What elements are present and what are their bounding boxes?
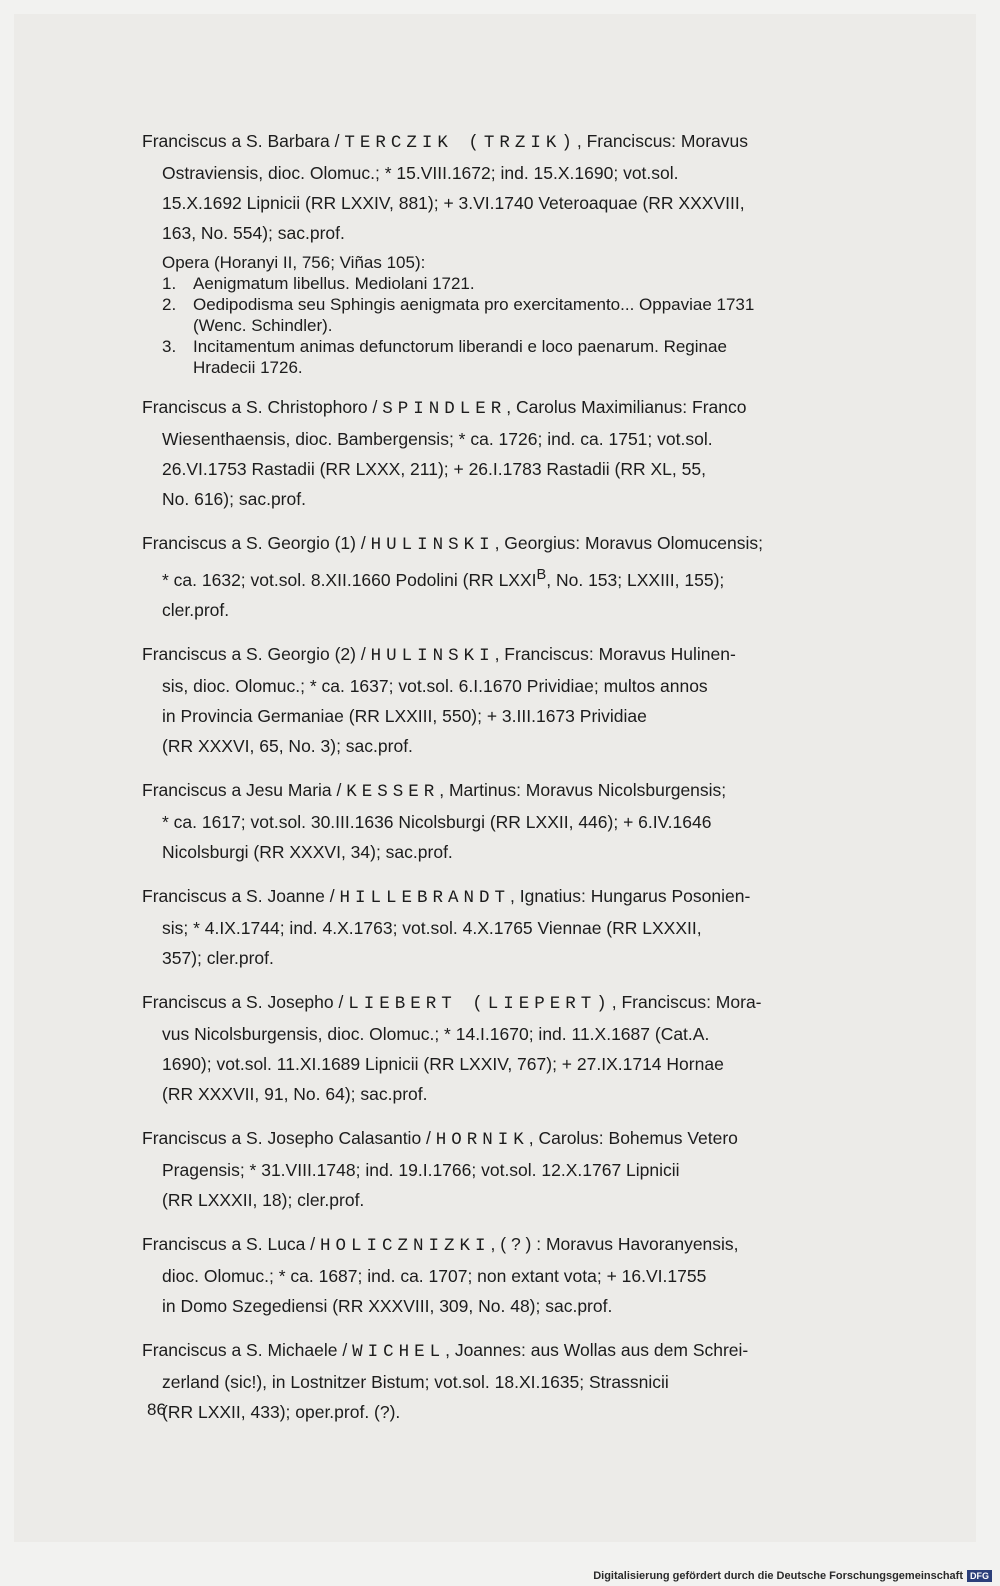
opera-item-text xyxy=(193,273,475,294)
text-segment: , Carolus Maximilianus: Franco xyxy=(506,397,747,417)
entry-line xyxy=(142,424,938,454)
entry xyxy=(142,881,938,973)
text-segment: Franciscus a S. Josepho / xyxy=(142,991,349,1012)
entry-line xyxy=(142,560,938,595)
opera-item xyxy=(162,294,938,336)
entry-heading-line xyxy=(142,987,938,1019)
entry xyxy=(142,126,938,378)
text-segment: , Joannes: aus Wollas aus dem Schrei- xyxy=(445,1339,749,1360)
surname: KESSER xyxy=(346,781,440,802)
entry-heading-line xyxy=(142,881,938,913)
opera-item-line: Incitamentum animas defunctorum liberandi e loco paenarum. Reginae xyxy=(193,337,727,356)
text-segment: Franciscus a S. Josepho Calasantio / xyxy=(142,1127,436,1148)
text-segment: Ostraviensis, dioc. Olomuc.; * 15.VIII.1672; ind. 15.X.1690; vot.sol. xyxy=(162,163,679,183)
text-segment: cler.prof. xyxy=(162,599,230,620)
opera-item-number: 3. xyxy=(162,337,177,356)
text-segment: Franciscus a S. Luca / xyxy=(142,1233,320,1254)
opera-heading: Opera (Horanyi II, 756; Viñas 105): xyxy=(162,253,426,272)
entry-line xyxy=(142,188,938,218)
text-segment: sis; * 4.IX.1744; ind. 4.X.1763; vot.sol. 4.X.1765 Viennae (RR LXXXII, xyxy=(162,917,702,938)
text-segment: 357); cler.prof. xyxy=(162,947,274,968)
superscript: B xyxy=(536,567,547,583)
entry-line xyxy=(142,1397,938,1427)
entry-heading-line xyxy=(142,1229,938,1261)
entry-line xyxy=(142,1261,938,1291)
entry-line xyxy=(142,1049,938,1079)
footer-credit xyxy=(593,1570,992,1582)
entry-heading-line xyxy=(142,639,938,671)
text-segment: Franciscus a S. Georgio (2) / xyxy=(142,643,371,664)
surname: TERCZIK (TRZIK) xyxy=(344,133,577,153)
entry-line xyxy=(142,1291,938,1321)
text-segment: No. 616); sac.prof. xyxy=(162,489,306,509)
entry xyxy=(142,1229,938,1321)
opera-item xyxy=(162,336,938,378)
entry-line xyxy=(142,731,938,761)
text-segment: dioc. Olomuc.; * ca. 1687; ind. ca. 1707; non extant vota; + 16.VI.1755 xyxy=(162,1265,707,1286)
text-segment: , Martinus: Moravus Nicolsburgensis; xyxy=(439,779,727,800)
opera-item-number: 1. xyxy=(162,274,177,293)
surname: HILLEBRANDT xyxy=(339,887,510,908)
text-segment: * ca. 1617; vot.sol. 30.III.1636 Nicolsburgi (RR LXXII, 446); + 6.IV.1646 xyxy=(162,811,712,832)
dfg-logo-icon: DFG xyxy=(967,1570,992,1582)
text-segment: vus Nicolsburgensis, dioc. Olomuc.; * 14.I.1670; ind. 11.X.1687 (Cat.A. xyxy=(162,1023,710,1044)
text-segment: , Carolus: Bohemus Vetero xyxy=(528,1127,738,1148)
text-segment: in Domo Szegediensi (RR XXXVIII, 309, No. 48); sac.prof. xyxy=(162,1295,613,1316)
text-segment: zerland (sic!), in Lostnitzer Bistum; vot.sol. 18.XI.1635; Strassnicii xyxy=(162,1371,669,1392)
opera-item-text xyxy=(193,336,727,378)
entry-line xyxy=(142,1367,938,1397)
page-number: 86 xyxy=(147,1400,166,1419)
surname: HULINSKI xyxy=(370,535,495,555)
entry-line xyxy=(142,454,938,484)
entry-line xyxy=(142,1079,938,1109)
text-segment: Wiesenthaensis, dioc. Bambergensis; * ca. 1726; ind. ca. 1751; vot.sol. xyxy=(162,429,713,449)
opera-item-text xyxy=(193,294,754,336)
entry xyxy=(142,987,938,1109)
entry-line xyxy=(142,595,938,625)
opera-item-line: Hradecii 1726. xyxy=(193,358,303,377)
entry-line xyxy=(142,943,938,973)
text-segment: , Ignatius: Hungarus Posonien- xyxy=(510,885,751,906)
text-segment: (RR LXXII, 433); oper.prof. (?). xyxy=(162,1401,401,1422)
surname: SPINDLER xyxy=(382,399,507,419)
entry-line xyxy=(142,1185,938,1215)
text-segment: 163, No. 554); sac.prof. xyxy=(162,223,345,243)
text-segment: , Franciscus: Mora- xyxy=(611,991,762,1012)
opera-item-line: (Wenc. Schindler). xyxy=(193,316,333,335)
entry-line xyxy=(142,1155,938,1185)
entry xyxy=(142,1335,938,1427)
entry-heading-line xyxy=(142,126,938,158)
entry-heading-line xyxy=(142,1335,938,1367)
entry-heading-line xyxy=(142,775,938,807)
text-segment: Franciscus a Jesu Maria / xyxy=(142,779,347,800)
text-segment: Franciscus a S. Joanne / xyxy=(142,885,340,906)
text-segment: * ca. 1632; vot.sol. 8.XII.1660 Podolini (RR LXXI xyxy=(162,569,537,590)
text-segment: (RR LXXXII, 18); cler.prof. xyxy=(162,1189,365,1210)
entry-heading-line xyxy=(142,392,938,424)
surname: LIEBERT (LIEPERT) xyxy=(348,993,612,1014)
surname: HOLICZNIZKI xyxy=(320,1235,491,1256)
text-segment: Franciscus a S. Barbara / xyxy=(142,131,345,151)
text-segment: 15.X.1692 Lipnicii (RR LXXIV, 881); + 3.VI.1740 Veteroaquae (RR XXXVIII, xyxy=(162,193,745,213)
text-segment: , No. 153; LXXIII, 155); xyxy=(546,569,725,590)
surname: WICHEL xyxy=(352,1341,446,1362)
entry xyxy=(142,1123,938,1215)
opera-item-line: Aenigmatum libellus. Mediolani 1721. xyxy=(193,274,475,293)
text-segment: Franciscus a S. Michaele / xyxy=(142,1339,353,1360)
entry-line xyxy=(142,158,938,188)
entry-line xyxy=(142,807,938,837)
entry-line xyxy=(142,671,938,701)
entry-line xyxy=(142,701,938,731)
opera-item-number: 2. xyxy=(162,295,177,314)
entry-heading-line xyxy=(142,528,938,560)
entry xyxy=(142,528,938,625)
entry-heading-line xyxy=(142,1123,938,1155)
surname: HULINSKI xyxy=(370,645,495,666)
text-segment: (RR XXXVII, 91, No. 64); sac.prof. xyxy=(162,1083,428,1104)
text-segment: 26.VI.1753 Rastadii (RR LXXX, 211); + 26.I.1783 Rastadii (RR XL, 55, xyxy=(162,459,706,479)
entry-list xyxy=(142,126,938,1441)
text-segment: , Franciscus: Moravus xyxy=(576,131,748,151)
text-segment: Pragensis; * 31.VIII.1748; ind. 19.I.1766; vot.sol. 12.X.1767 Lipnicii xyxy=(162,1159,680,1180)
text-segment: in Provincia Germaniae (RR LXXIII, 550); + 3.III.1673 Prividiae xyxy=(162,705,647,726)
text-segment: Franciscus a S. Christophoro / xyxy=(142,397,383,417)
text-segment: , Georgius: Moravus Olomucensis; xyxy=(494,533,764,553)
entry xyxy=(142,639,938,761)
entry-line xyxy=(142,484,938,514)
entry xyxy=(142,392,938,514)
opera-item xyxy=(162,273,938,294)
text-segment: , ( ? ) : Moravus Havoranyensis, xyxy=(490,1233,739,1254)
opera-list xyxy=(142,252,938,378)
text-segment: , Franciscus: Moravus Hulinen- xyxy=(494,643,736,664)
entry xyxy=(142,775,938,867)
entry-line xyxy=(142,837,938,867)
text-segment: Franciscus a S. Georgio (1) / xyxy=(142,533,371,553)
opera-item-line: Oedipodisma seu Sphingis aenigmata pro exercitamento... Oppaviae 1731 xyxy=(193,295,755,314)
document-page xyxy=(14,14,976,1542)
surname: HORNIK xyxy=(435,1129,529,1150)
footer-text: Digitalisierung gefördert durch die Deutsche Forschungsgemeinschaft xyxy=(593,1570,963,1582)
entry-line xyxy=(142,218,938,248)
text-segment: sis, dioc. Olomuc.; * ca. 1637; vot.sol. 6.I.1670 Prividiae; multos annos xyxy=(162,675,708,696)
text-segment: 1690); vot.sol. 11.XI.1689 Lipnicii (RR LXXIV, 767); + 27.IX.1714 Hornae xyxy=(162,1053,724,1074)
text-segment: (RR XXXVI, 65, No. 3); sac.prof. xyxy=(162,735,413,756)
entry-line xyxy=(142,1019,938,1049)
entry-line xyxy=(142,913,938,943)
text-segment: Nicolsburgi (RR XXXVI, 34); sac.prof. xyxy=(162,841,453,862)
